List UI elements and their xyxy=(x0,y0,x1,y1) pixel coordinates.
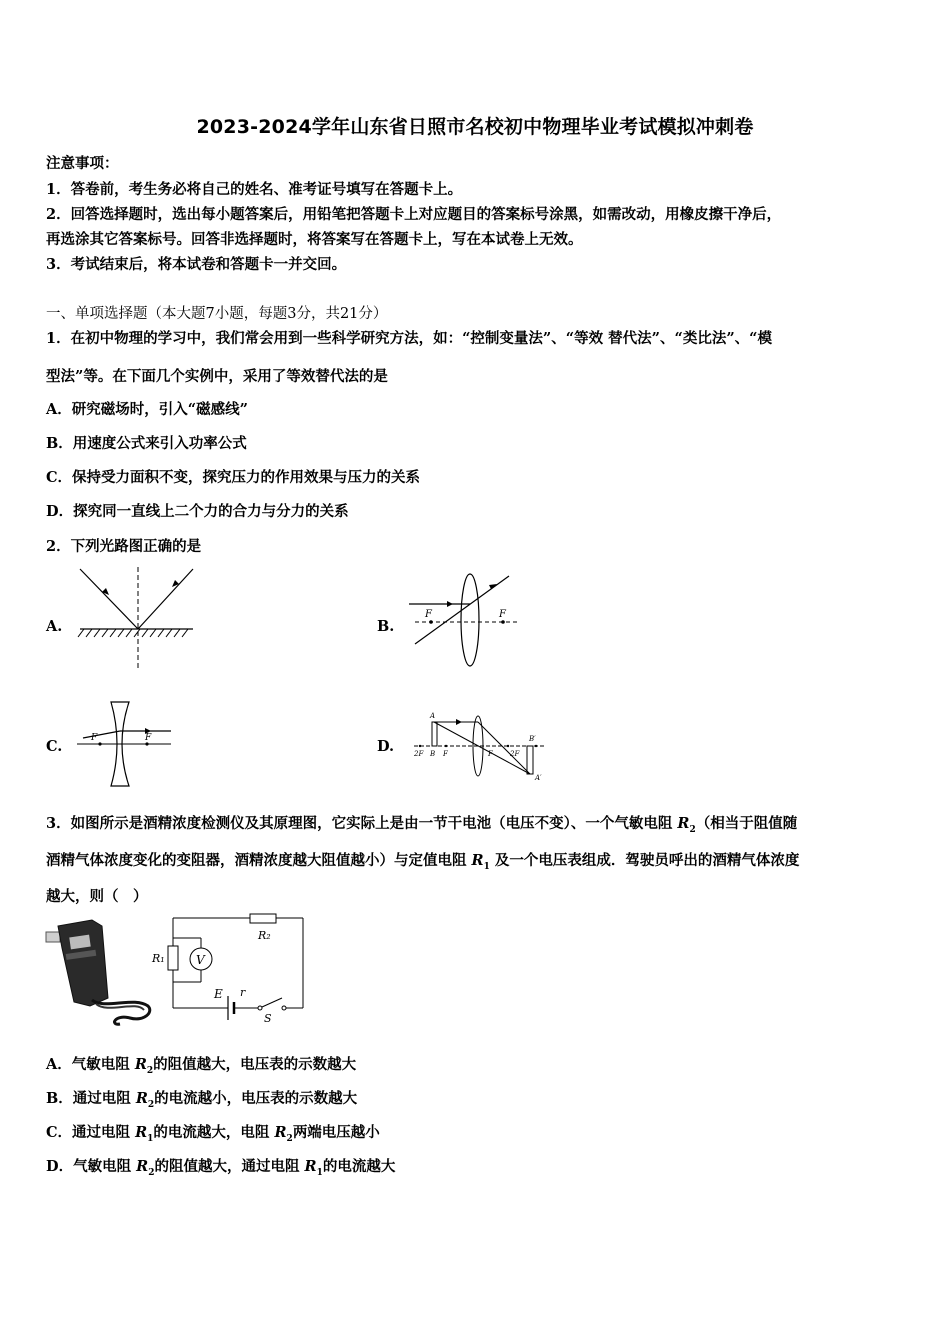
figure-d-image-formation xyxy=(412,708,552,782)
fig-b-f-right: F xyxy=(499,609,506,620)
q3-stem-line2: 酒精气体浓度变化的变阻器，酒精浓度越大阻值越小）与定值电阻 $R_1$ 及一个电压表组成．驾驶员呼出的酒精气体浓度 xyxy=(46,852,800,872)
notice-item-2: 2．回答选择题时，选出每小题答案后，用铅笔把答题卡上对应题目的答案标号涂黑，如需改动，用橡皮擦干净后， xyxy=(46,206,782,223)
q2-label-c: C. xyxy=(46,738,63,755)
fig-d-a-prime: A′ xyxy=(535,774,542,782)
notice-item-2-cont: 再选涂其它答案标号。回答非选择题时，将答案写在答题卡上，写在本试卷上无效。 xyxy=(46,231,583,248)
fig-c-f-left: F xyxy=(91,733,98,743)
q3-option-a: A．气敏电阻 $R_2$的阻值越大，电压表的示数越大 xyxy=(46,1056,357,1076)
fig-d-a: A xyxy=(430,712,436,720)
q1-option-c: C．保持受力面积不变，探究压力的作用效果与压力的关系 xyxy=(46,469,421,486)
fig-d-2f-right: 2F xyxy=(510,750,520,758)
figure-a-reflection xyxy=(78,565,198,670)
q3-option-b: B．通过电阻 $R_2$的电流越小，电压表的示数越大 xyxy=(46,1090,358,1110)
section-heading: 一、单项选择题（本大题7小题，每题3分，共21分） xyxy=(46,306,388,322)
notice-item-1: 1．答卷前，考生务必将自己的姓名、准考证号填写在答题卡上。 xyxy=(46,181,463,198)
q1-option-d: D．探究同一直线上二个力的合力与分力的关系 xyxy=(46,503,349,520)
q1-stem-line2: 型法”等。在下面几个实例中，采用了等效替代法的是 xyxy=(46,368,388,385)
circuit-label-r2: R₂ xyxy=(258,929,271,942)
q3-stem-line1: 3．如图所示是酒精浓度检测仪及其原理图，它实际上是由一节干电池（电压不变）、一个气敏电阻 $R_2$（相当于阻值随 xyxy=(46,815,798,835)
figure-c-concave-lens xyxy=(75,700,175,788)
fig-d-f-right: F xyxy=(488,750,493,758)
q2-label-b: B. xyxy=(377,618,395,635)
q1-option-b: B．用速度公式来引入功率公式 xyxy=(46,435,247,452)
breathalyzer-device-image xyxy=(44,918,154,1028)
circuit-label-r1: R₁ xyxy=(152,952,165,965)
circuit-label-s: S xyxy=(264,1012,272,1025)
circuit-label-e: E xyxy=(214,987,223,1001)
fig-d-f-left: F xyxy=(443,750,448,758)
q2-stem: 2．下列光路图正确的是 xyxy=(46,538,202,555)
q1-stem-line1: 1．在初中物理的学习中，我们常会用到一些科学研究方法，如：“控制变量法”、“等效 替代法”、“类比法”、“模 xyxy=(46,330,773,347)
fig-d-b: B xyxy=(430,750,436,758)
circuit-label-r: r xyxy=(240,986,246,999)
figure-b-convex-lens xyxy=(405,572,525,672)
fig-d-2f-left: 2F xyxy=(414,750,424,758)
notice-heading: 注意事项： xyxy=(46,155,119,172)
fig-c-f-right: F xyxy=(145,733,152,743)
q2-label-d: D. xyxy=(377,738,395,755)
fig-d-b-prime: B′ xyxy=(529,735,536,743)
q2-label-a: A. xyxy=(46,618,63,635)
notice-item-3: 3．考试结束后，将本试卷和答题卡一并交回。 xyxy=(46,256,347,273)
page-title: 2023-2024学年山东省日照市名校初中物理毕业考试模拟冲刺卷 xyxy=(196,116,754,138)
q3-option-c: C．通过电阻 $R_1$的电流越大，电阻 $R_2$两端电压越小 xyxy=(46,1124,380,1144)
circuit-label-voltmeter: V xyxy=(196,953,205,967)
q3-option-d: D．气敏电阻 $R_2$的阻值越大，通过电阻 $R_1$的电流越大 xyxy=(46,1158,396,1178)
fig-b-f-left: F xyxy=(425,609,432,620)
q3-stem-line3: 越大，则（ ） xyxy=(46,888,148,905)
circuit-diagram xyxy=(150,912,310,1027)
q1-option-a: A．研究磁场时，引入“磁感线” xyxy=(46,401,248,418)
